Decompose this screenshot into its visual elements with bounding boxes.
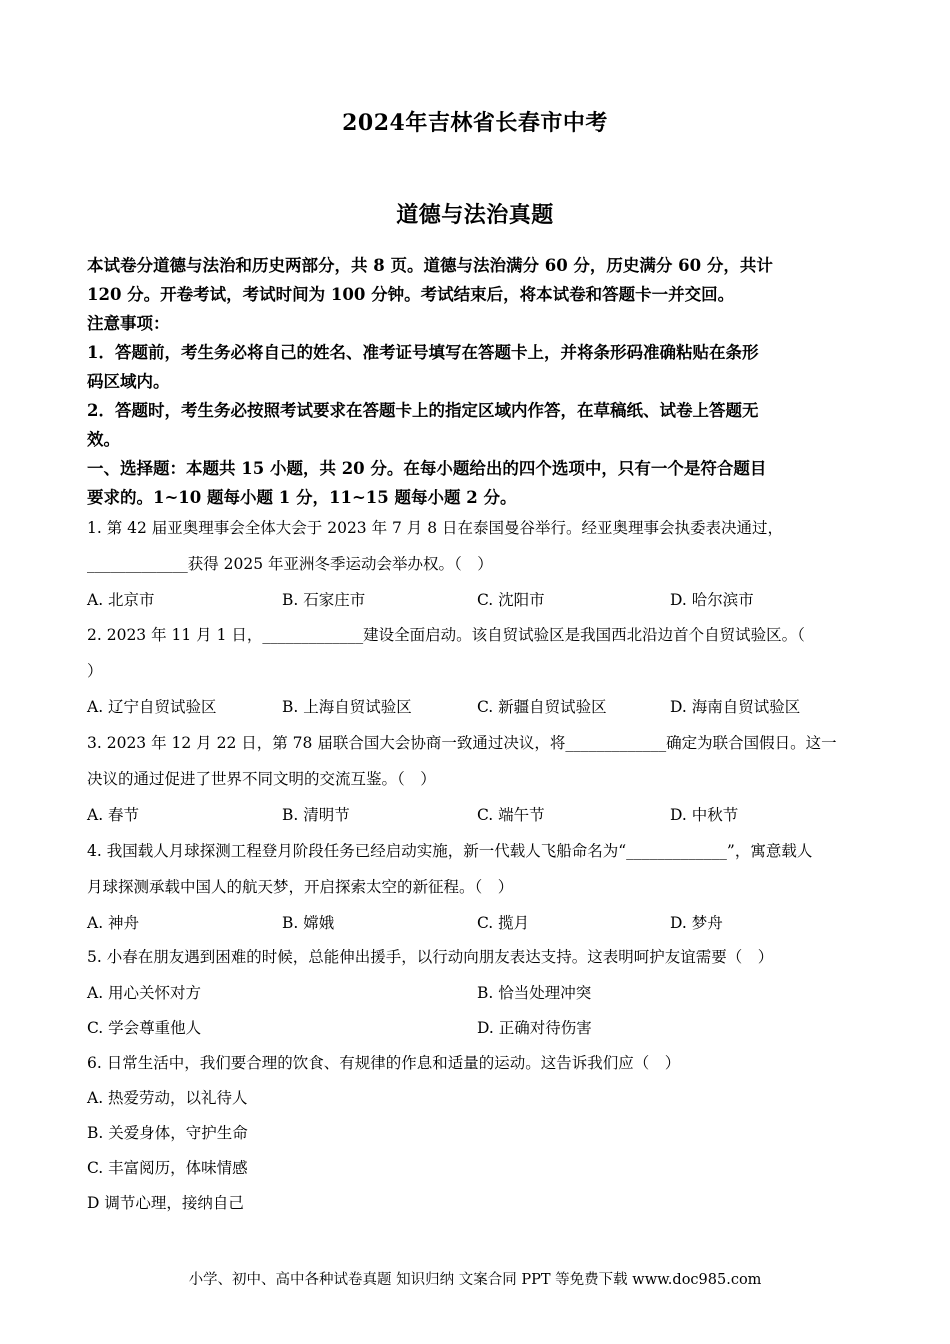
question-1-option-d: D. 哈尔滨市 xyxy=(670,591,754,609)
question-5-option-d: D. 正确对待伤害 xyxy=(477,1019,592,1037)
question-2-line-1: 2. 2023 年 11 月 1 日，_____________建设全面启动。该自贸试验区是我国西北沿边首个自贸试验区。（ xyxy=(87,626,805,644)
question-4-option-b: B. 嫦娥 xyxy=(282,914,335,932)
question-1-option-b: B. 石家庄市 xyxy=(282,591,366,609)
question-4-line-1: 4. 我国载人月球探测工程登月阶段任务已经启动实施，新一代载人飞船命名为“_____________”，寓意载人 xyxy=(87,842,813,860)
question-2-option-c: C. 新疆自贸试验区 xyxy=(477,698,607,716)
question-6-line-1: 6. 日常生活中，我们要合理的饮食、有规律的作息和适量的运动。这告诉我们应（ ） xyxy=(87,1054,681,1072)
question-5-option-a: A. 用心关怀对方 xyxy=(87,984,202,1002)
question-4-option-d: D. 梦舟 xyxy=(670,914,723,932)
question-1-line-1: 1. 第 42 届亚奥理事会全体大会于 2023 年 7 月 8 日在泰国曼谷举行。经亚奥理事会执委表决通过， xyxy=(87,519,784,537)
question-1-option-c: C. 沈阳市 xyxy=(477,591,545,609)
note-1-line-1: 1．答题前，考生务必将自己的姓名、准考证号填写在答题卡上，并将条形码准确粘贴在条形 xyxy=(87,343,759,362)
page-subtitle: 道德与法治真题 xyxy=(396,202,554,228)
question-3-line-1: 3. 2023 年 12 月 22 日，第 78 届联合国大会协商一致通过决议，将_____________确定为联合国假日。这一 xyxy=(87,734,837,752)
section-1-line-1: 一、选择题：本题共 15 小题，共 20 分。在每小题给出的四个选项中，只有一个是符合题目 xyxy=(87,459,767,478)
question-2-option-a: A. 辽宁自贸试验区 xyxy=(87,698,217,716)
question-6-option-d: D 调节心理，接纳自己 xyxy=(87,1194,244,1212)
question-3-option-c: C. 端午节 xyxy=(477,806,545,824)
question-3-option-a: A. 春节 xyxy=(87,806,140,824)
intro-line-2: 120 分。开卷考试，考试时间为 100 分钟。考试结束后，将本试卷和答题卡一并交回。 xyxy=(87,285,735,304)
intro-line-1: 本试卷分道德与法治和历史两部分，共 8 页。道德与法治满分 60 分，历史满分 60 分，共计 xyxy=(87,256,773,275)
question-2-option-d: D. 海南自贸试验区 xyxy=(670,698,801,716)
notice-title: 注意事项： xyxy=(87,314,170,333)
note-2-line-1: 2．答题时，考生务必按照考试要求在答题卡上的指定区域内作答，在草稿纸、试卷上答题无 xyxy=(87,401,759,420)
page-title: 2024年吉林省长春市中考 xyxy=(342,110,608,136)
section-1-line-2: 要求的。1~10 题每小题 1 分，11~15 题每小题 2 分。 xyxy=(87,488,517,507)
question-2-line-2: ） xyxy=(87,662,103,680)
question-5-option-b: B. 恰当处理冲突 xyxy=(477,984,592,1002)
question-5-option-c: C. 学会尊重他人 xyxy=(87,1019,202,1037)
question-1-line-2: _____________获得 2025 年亚洲冬季运动会举办权。（ ） xyxy=(87,555,493,573)
question-6-option-c: C. 丰富阅历，体味情感 xyxy=(87,1159,248,1177)
question-6-option-b: B. 关爱身体，守护生命 xyxy=(87,1124,248,1142)
note-1-line-2: 码区域内。 xyxy=(87,372,170,391)
footer-text: 小学、初中、高中各种试卷真题 知识归纳 文案合同 PPT 等免费下载 www.doc985.com xyxy=(188,1272,762,1288)
question-3-line-2: 决议的通过促进了世界不同文明的交流互鉴。（ ） xyxy=(87,770,436,788)
question-4-option-c: C. 揽月 xyxy=(477,914,530,932)
question-6-option-a: A. 热爱劳动，以礼待人 xyxy=(87,1089,248,1107)
question-2-option-b: B. 上海自贸试验区 xyxy=(282,698,412,716)
question-4-line-2: 月球探测承载中国人的航天梦，开启探索太空的新征程。（ ） xyxy=(87,878,514,896)
question-5-line-1: 5. 小春在朋友遇到困难的时候，总能伸出援手，以行动向朋友表达支持。这表明呵护友谊需要（ ） xyxy=(87,948,774,966)
question-4-option-a: A. 神舟 xyxy=(87,914,140,932)
question-3-option-d: D. 中秋节 xyxy=(670,806,739,824)
note-2-line-2: 效。 xyxy=(87,430,120,449)
question-3-option-b: B. 清明节 xyxy=(282,806,350,824)
question-1-option-a: A. 北京市 xyxy=(87,591,155,609)
